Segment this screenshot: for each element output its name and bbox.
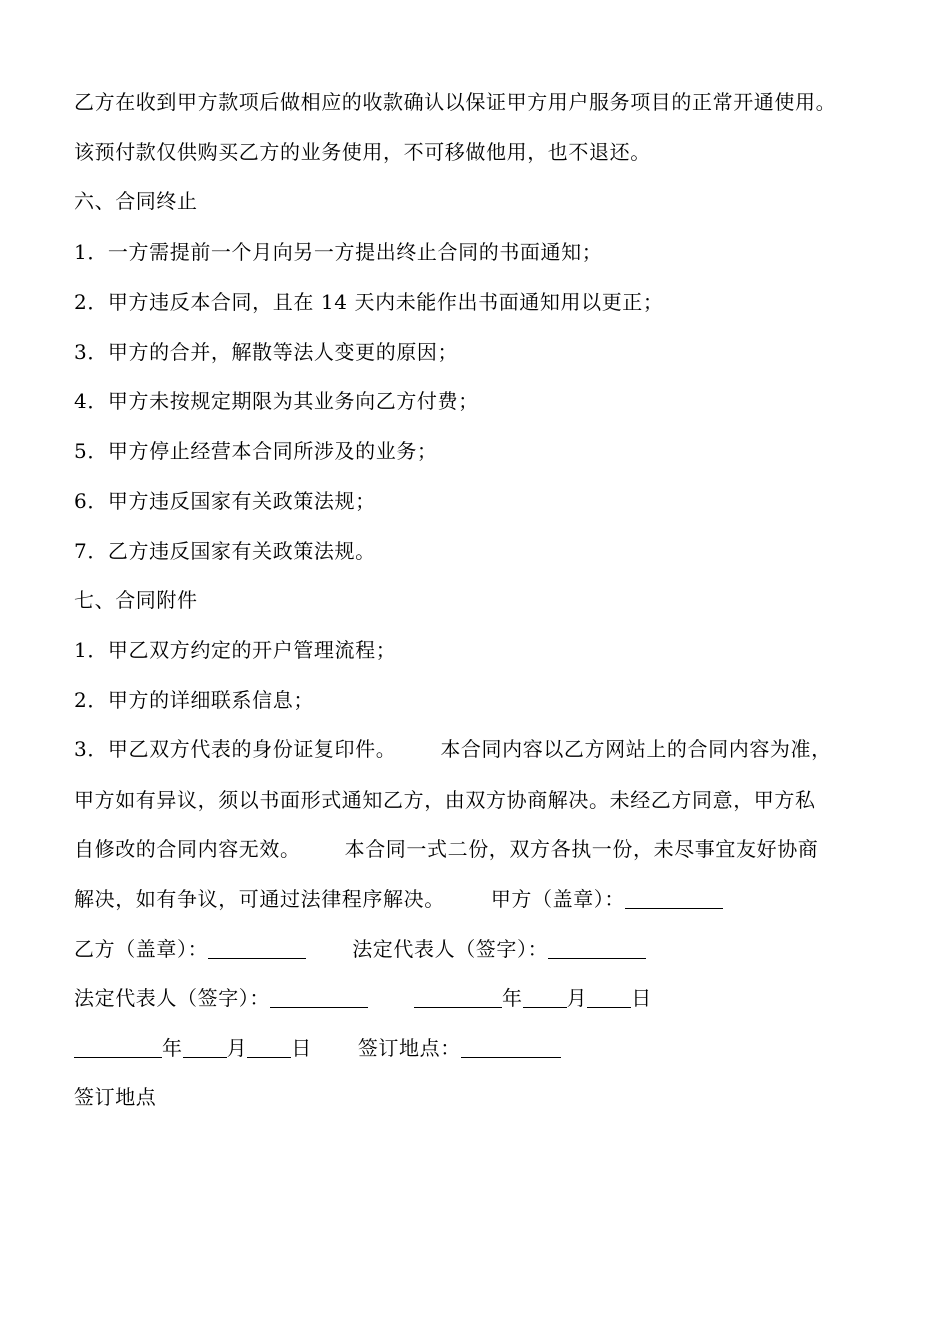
date-day-blank-b[interactable] xyxy=(247,1037,291,1058)
attachment-item-2: 2．甲方的详细联系信息； xyxy=(74,688,314,712)
month-label-a: 月 xyxy=(566,986,588,1010)
date-year-blank-b[interactable] xyxy=(74,1037,162,1058)
signature-line-3 xyxy=(74,1036,561,1060)
paragraph-dispute-line xyxy=(74,887,723,911)
legal-rep-signature-blank-b[interactable] xyxy=(270,987,368,1008)
day-label-b: 日 xyxy=(291,1036,312,1060)
date-year-blank-a[interactable] xyxy=(414,987,502,1008)
day-label-a: 日 xyxy=(631,986,652,1010)
termination-item-6: 6．甲方违反国家有关政策法规； xyxy=(74,489,376,513)
signing-place-footer: 签订地点 xyxy=(74,1085,157,1109)
termination-item-5: 5．甲方停止经营本合同所涉及的业务； xyxy=(74,439,438,463)
paragraph-modification-invalid: 自修改的合同内容无效。 xyxy=(74,837,301,861)
attachment-item-3: 3．甲乙双方代表的身份证复印件。 xyxy=(74,737,397,761)
termination-item-1: 1．一方需提前一个月向另一方提出终止合同的书面通知； xyxy=(74,240,603,264)
attachment-item-1: 1．甲乙双方约定的开户管理流程； xyxy=(74,638,397,662)
termination-item-4: 4．甲方未按规定期限为其业务向乙方付费； xyxy=(74,389,479,413)
date-month-blank-a[interactable] xyxy=(523,987,567,1008)
attachment-item-3-line xyxy=(74,737,832,761)
party-b-seal-blank[interactable] xyxy=(208,938,306,959)
signing-place-label: 签订地点： xyxy=(357,1036,461,1060)
legal-rep-signature-blank-a[interactable] xyxy=(548,938,646,959)
paragraph-payment-confirmation: 乙方在收到甲方款项后做相应的收款确认以保证甲方用户服务项目的正常开通使用。 xyxy=(74,90,837,114)
month-label-b: 月 xyxy=(226,1036,248,1060)
paragraph-dispute: 解决，如有争议，可通过法律程序解决。 xyxy=(74,887,445,911)
legal-rep-signature-label-b: 法定代表人（签字）： xyxy=(74,986,270,1010)
paragraph-prepayment-usage: 该预付款仅供购买乙方的业务使用，不可移做他用，也不退还。 xyxy=(74,140,651,164)
paragraph-contract-content: 本合同内容以乙方网站上的合同内容为准， xyxy=(440,737,832,761)
termination-item-7: 7．乙方违反国家有关政策法规。 xyxy=(74,539,376,563)
party-a-seal-label: 甲方（盖章）： xyxy=(490,887,626,911)
signing-place-blank[interactable] xyxy=(461,1037,561,1058)
date-month-blank-b[interactable] xyxy=(183,1037,227,1058)
signature-line-1 xyxy=(74,937,646,961)
section-heading-termination: 六、合同终止 xyxy=(74,189,198,213)
termination-item-2: 2．甲方违反本合同，且在 14 天内未能作出书面通知用以更正； xyxy=(74,290,664,314)
paragraph-copies: 本合同一式二份，双方各执一份，未尽事宜友好协商 xyxy=(344,837,819,861)
date-day-blank-a[interactable] xyxy=(587,987,631,1008)
termination-item-3: 3．甲方的合并，解散等法人变更的原因； xyxy=(74,340,459,364)
year-label-b: 年 xyxy=(162,1036,183,1060)
legal-rep-signature-label-a: 法定代表人（签字）： xyxy=(352,937,549,961)
paragraph-modification-line xyxy=(74,837,818,861)
signature-line-2 xyxy=(74,986,652,1010)
section-heading-attachments: 七、合同附件 xyxy=(74,588,198,612)
year-label-a: 年 xyxy=(502,986,523,1010)
party-b-seal-label: 乙方（盖章）： xyxy=(74,937,209,961)
party-a-seal-blank[interactable] xyxy=(625,888,723,909)
paragraph-objection: 甲方如有异议，须以书面形式通知乙方，由双方协商解决。未经乙方同意，甲方私 xyxy=(74,788,816,812)
